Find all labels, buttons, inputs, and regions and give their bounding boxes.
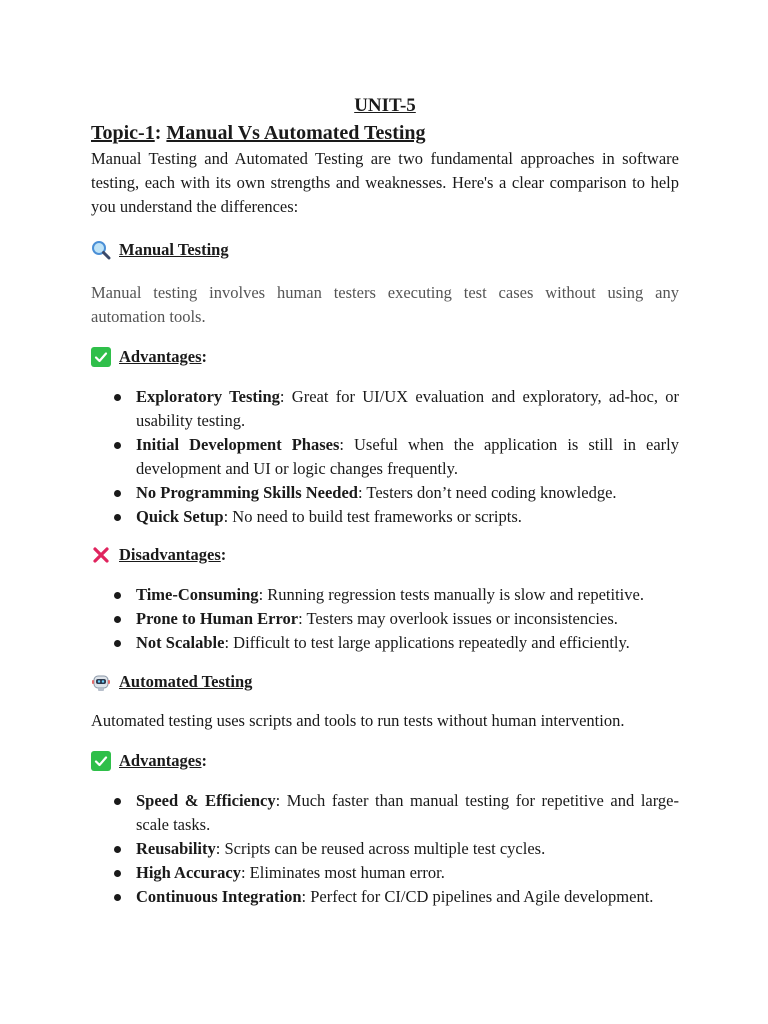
cross-icon <box>91 545 111 565</box>
list-item <box>91 861 679 885</box>
list-item-text: : Great for UI/UX evaluation and exploratory, ad-hoc, or usability testing. <box>136 387 679 430</box>
manual-advantages-heading <box>91 345 679 369</box>
list-item <box>91 583 679 607</box>
list-item-text: : Testers don’t need coding knowledge. <box>358 483 617 502</box>
manual-disadvantages-heading <box>91 543 679 567</box>
list-item <box>91 837 679 861</box>
list-item-text: : Difficult to test large applications repeatedly and efficiently. <box>224 633 630 652</box>
automated-advantages-list <box>91 789 679 909</box>
colon: : <box>220 545 227 564</box>
colon: : <box>201 751 208 770</box>
automated-testing-heading <box>91 670 679 694</box>
manual-advantages-list <box>91 385 679 529</box>
list-item-term: Time-Consuming <box>136 585 259 604</box>
colon: : <box>201 347 208 366</box>
list-item-text: : Testers may overlook issues or inconsistencies. <box>298 609 618 628</box>
list-item-text: : Useful when the application is still in early development and UI or logic changes frequently. <box>136 435 679 478</box>
intro-paragraph: Manual Testing and Automated Testing are two fundamental approaches in software testing, each with its own strengths and weaknesses. Here's a clear comparison to help you understand the differences: <box>91 149 679 216</box>
manual-testing-heading <box>91 238 679 262</box>
automated-advantages-heading <box>91 749 679 773</box>
list-item <box>91 433 679 481</box>
disadvantages-label: Disadvantages <box>119 545 221 564</box>
automated-testing-label: Automated Testing <box>119 672 253 691</box>
list-item-term: Exploratory Testing <box>136 387 280 406</box>
document-page <box>91 94 679 909</box>
list-item-term: Quick Setup <box>136 507 224 526</box>
automated-description: Automated testing uses scripts and tools to run tests without human intervention. <box>91 711 625 730</box>
robot-icon <box>91 672 111 692</box>
list-item-text: : Much faster than manual testing for repetitive and large-scale tasks. <box>136 791 679 834</box>
manual-testing-label: Manual Testing <box>119 240 229 259</box>
list-item-term: Initial Development Phases <box>136 435 340 454</box>
list-item-text: : No need to build test frameworks or scripts. <box>223 507 522 526</box>
topic-label: Topic-1 <box>91 122 155 144</box>
list-item-text: : Perfect for CI/CD pipelines and Agile development. <box>301 887 654 906</box>
manual-disadvantages-list <box>91 583 679 655</box>
list-item <box>91 385 679 433</box>
list-item-text: : Eliminates most human error. <box>240 863 445 882</box>
list-item-term: No Programming Skills Needed <box>136 483 358 502</box>
list-item <box>91 505 679 529</box>
list-item <box>91 789 679 837</box>
list-item-term: Prone to Human Error <box>136 609 299 628</box>
topic-title: Manual Vs Automated Testing <box>166 122 426 144</box>
topic-separator: : <box>154 122 167 144</box>
list-item <box>91 631 679 655</box>
list-item-term: Not Scalable <box>136 633 225 652</box>
advantages-label: Advantages <box>119 347 202 366</box>
check-icon <box>91 751 111 771</box>
manual-description: Manual testing involves human testers executing test cases without using any automation tools. <box>91 283 679 326</box>
advantages-label: Advantages <box>119 751 202 770</box>
list-item-term: Speed & Efficiency <box>136 791 276 810</box>
list-item-term: Continuous Integration <box>136 887 302 906</box>
topic-heading <box>91 120 679 146</box>
check-icon <box>91 347 111 367</box>
list-item <box>91 607 679 631</box>
unit-title: UNIT-5 <box>354 95 416 116</box>
list-item <box>91 885 679 909</box>
list-item-text: : Running regression tests manually is slow and repetitive. <box>258 585 644 604</box>
list-item-term: Reusability <box>136 839 216 858</box>
list-item <box>91 481 679 505</box>
list-item-term: High Accuracy <box>136 863 241 882</box>
list-item-text: : Scripts can be reused across multiple test cycles. <box>215 839 546 858</box>
magnifier-icon <box>91 240 111 260</box>
